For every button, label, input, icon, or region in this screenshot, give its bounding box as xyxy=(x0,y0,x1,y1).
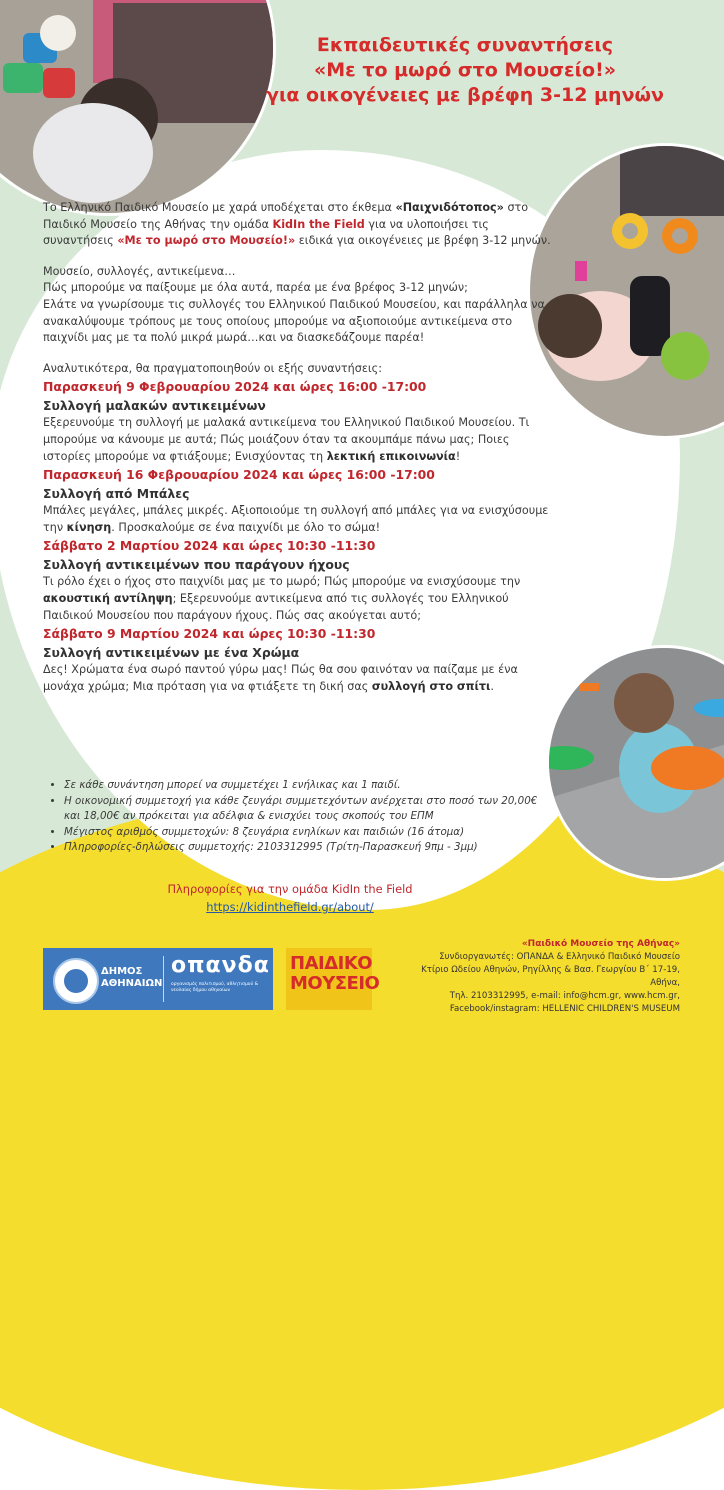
intro-paragraph xyxy=(43,200,553,250)
team-info-link[interactable]: https://kidinthefield.gr/about/ xyxy=(206,900,374,914)
session-item xyxy=(43,624,553,695)
logo-divider xyxy=(163,956,164,1002)
intro-text: για να υλοποιήσει τις συναντήσεις xyxy=(43,217,489,248)
session-text: ! xyxy=(455,449,461,463)
opanda-logo xyxy=(171,954,270,993)
session-text: Εξερευνούμε τη συλλογή με μαλακά αντικείμενα του Ελληνικού Παιδικού Μουσείου. Τι μπορούμε να κάνουμε με αυτά; Πώς μοιάζουν όταν τα ακουμπάμε πάνω μας; Ποιες ιστορίες μπορούμε να φτιάξουμε; Ενισχύοντας τη xyxy=(43,416,530,463)
main-content xyxy=(43,200,553,695)
session-text: . Προσκαλούμε σε ένα παιχνίδι με όλο το σώμα! xyxy=(111,520,381,534)
session-text: Μπάλες μεγάλες, μπάλες μικρές. Αξιοποιούμε τη συλλογή από μπάλες για να ενισχύσουμε την xyxy=(43,504,549,534)
session-item xyxy=(43,465,553,536)
title-line-2: «Με το μωρό στο Μουσείο!» xyxy=(313,59,617,81)
title-line-3: για οικογένειες με βρέφη 3-12 μηνών xyxy=(266,84,664,106)
list-item: • Πληροφορίες-δηλώσεις συμμετοχής: 2103312995 (Τρίτη-Παρασκευή 9πμ - 3μμ) xyxy=(64,840,544,856)
session-date: Παρασκευή 9 Φεβρουαρίου 2024 και ώρες 16:00 -17:00 xyxy=(43,379,427,395)
city-seal-icon xyxy=(53,958,99,1004)
session-collection: Συλλογή αντικειμένων με ένα Χρώμα xyxy=(43,645,300,661)
opanda-subtitle: οργανισμός πολιτισμού, αθλητισμού & νεολαίας δήμου αθηναίων xyxy=(171,982,259,993)
session-collection: Συλλογή αντικειμένων που παράγουν ήχους xyxy=(43,557,350,573)
session-date: Σάββατο 9 Μαρτίου 2024 και ώρες 10:30 -11:30 xyxy=(43,626,376,642)
session-highlight: ακουστική αντίληψη xyxy=(43,591,173,605)
team-info xyxy=(100,880,480,916)
team-info-title: Πληροφορίες για την ομάδα KidIn the Field xyxy=(167,882,413,896)
session-description xyxy=(43,574,553,624)
team-name: KidIn the Field xyxy=(272,217,365,231)
series-name: «Με το μωρό στο Μουσείο!» xyxy=(117,234,296,248)
session-date: Παρασκευή 16 Φεβρουαρίου 2024 και ώρες 16:00 -17:00 xyxy=(43,467,435,483)
organizers-line: Τηλ. 2103312995, e-mail: info@hcm.gr, www.hcm.gr, xyxy=(449,991,680,1001)
intro-text: Το Ελληνικό Παιδικό Μουσείο με χαρά υποδέχεται στο έκθεμα xyxy=(43,201,396,214)
session-item xyxy=(43,536,553,624)
organizers-line: Συνδιοργανωτές: ΟΠΑΝΔΑ & Ελληνικό Παιδικό Μουσείο xyxy=(439,952,680,962)
sessions-intro: Αναλυτικότερα, θα πραγματοποιηθούν οι εξής συναντήσεις: xyxy=(43,361,383,375)
session-text: . xyxy=(490,679,494,693)
childrens-museum-logo xyxy=(286,948,380,1010)
museum-logo-line-1: ΠΑΙΔΙΚΟ xyxy=(290,953,373,974)
session-text: Τι ρόλο έχει ο ήχος στο παιχνίδι μας με το μωρό; Πώς μπορούμε να ενισχύσουμε την xyxy=(43,575,521,589)
exhibit-name: «Παιχνιδότοπος» xyxy=(395,201,504,214)
session-highlight: κίνηση xyxy=(66,520,112,534)
participation-details xyxy=(48,778,544,856)
session-description xyxy=(43,662,553,695)
sponsor-logos xyxy=(43,948,273,1010)
list-item: • Σε κάθε συνάντηση μπορεί να συμμετέχει 1 ενήλικας και 1 παιδί. xyxy=(64,778,544,794)
session-description xyxy=(43,503,553,536)
session-description xyxy=(43,415,553,465)
session-collection: Συλλογή από Μπάλες xyxy=(43,486,190,502)
intro-text: στο Παιδικό Μουσείο της Αθήνας την ομάδα xyxy=(43,201,529,231)
title-line-1: Εκπαιδευτικές συναντήσεις xyxy=(316,34,614,56)
session-text: Δες! Χρώματα ένα σωρό παντού γύρω μας! Πώς θα σου φαινόταν να παίζαμε με ένα μονάχα χρώμα; Μια πρόταση για να φτιάξετε τη δική σας xyxy=(43,663,518,693)
opanda-name: οπανδα xyxy=(171,953,270,978)
organizers-info xyxy=(390,938,680,1016)
session-item xyxy=(43,377,553,465)
session-highlight: λεκτική επικοινωνία xyxy=(326,449,456,463)
dimos-line-1: ΔΗΜΟΣ xyxy=(101,966,143,977)
organizers-line: Κτίριο Ωδείου Αθηνών, Ρηγίλλης & Βασ. Γεωργίου Β΄ 17-19, Αθήνα, xyxy=(421,965,680,988)
museum-logo-line-2: ΜΟΥΣΕΙΟ xyxy=(290,973,380,994)
list-item: • Μέγιστος αριθμός συμμετοχών: 8 ζευγάρια ενηλίκων και παιδιών (16 άτομα) xyxy=(64,825,544,841)
para-line: Μουσείο, συλλογές, αντικείμενα… xyxy=(43,264,236,278)
session-highlight: συλλογή στο σπίτι xyxy=(371,679,491,693)
list-item: • Η οικονομική συμμετοχή για κάθε ζευγάρι συμμετεχόντων ανέρχεται στο ποσό των 20,00€ και 18,00€ αν πρόκειται για αδέλφια & ενισχύει τους σκοπούς του ΕΠΜ xyxy=(64,794,544,825)
session-collection: Συλλογή μαλακών αντικειμένων xyxy=(43,398,266,414)
dimos-line-2: ΑΘΗΝΑΙΩΝ xyxy=(101,978,163,989)
organizers-title: «Παιδικό Μουσείο της Αθήνας» xyxy=(521,939,680,949)
session-date: Σάββατο 2 Μαρτίου 2024 και ώρες 10:30 -11:30 xyxy=(43,538,376,554)
para-line: Πώς μπορούμε να παίξουμε με όλα αυτά, παρέα με ένα βρέφος 3-12 μηνών; xyxy=(43,281,468,295)
para-line: Ελάτε να γνωρίσουμε τις συλλογές του Ελληνικού Παιδικού Μουσείου, και παράλληλα να ανακαλύψουμε τρόπους με τους οποίους μπορούμε να αξιοποιούμε αντικείμενα στο παιχνίδι μας με τα πολύ μικρά μωρά…και να διασκεδάζουμε παρέα! xyxy=(43,297,545,345)
session-text: ; Εξερευνούμε αντικείμενα από τις συλλογές του Ελληνικού Παιδικού Μουσείου που παράγουν ήχους. Πώς σας ακούγεται αυτό; xyxy=(43,591,509,622)
page-title xyxy=(250,33,680,108)
intro-text: ειδικά για οικογένειες με βρέφη 3-12 μηνών. xyxy=(295,234,551,248)
organizers-line: Facebook/instagram: HELLENIC CHILDREN'S MUSEUM xyxy=(449,1004,680,1014)
